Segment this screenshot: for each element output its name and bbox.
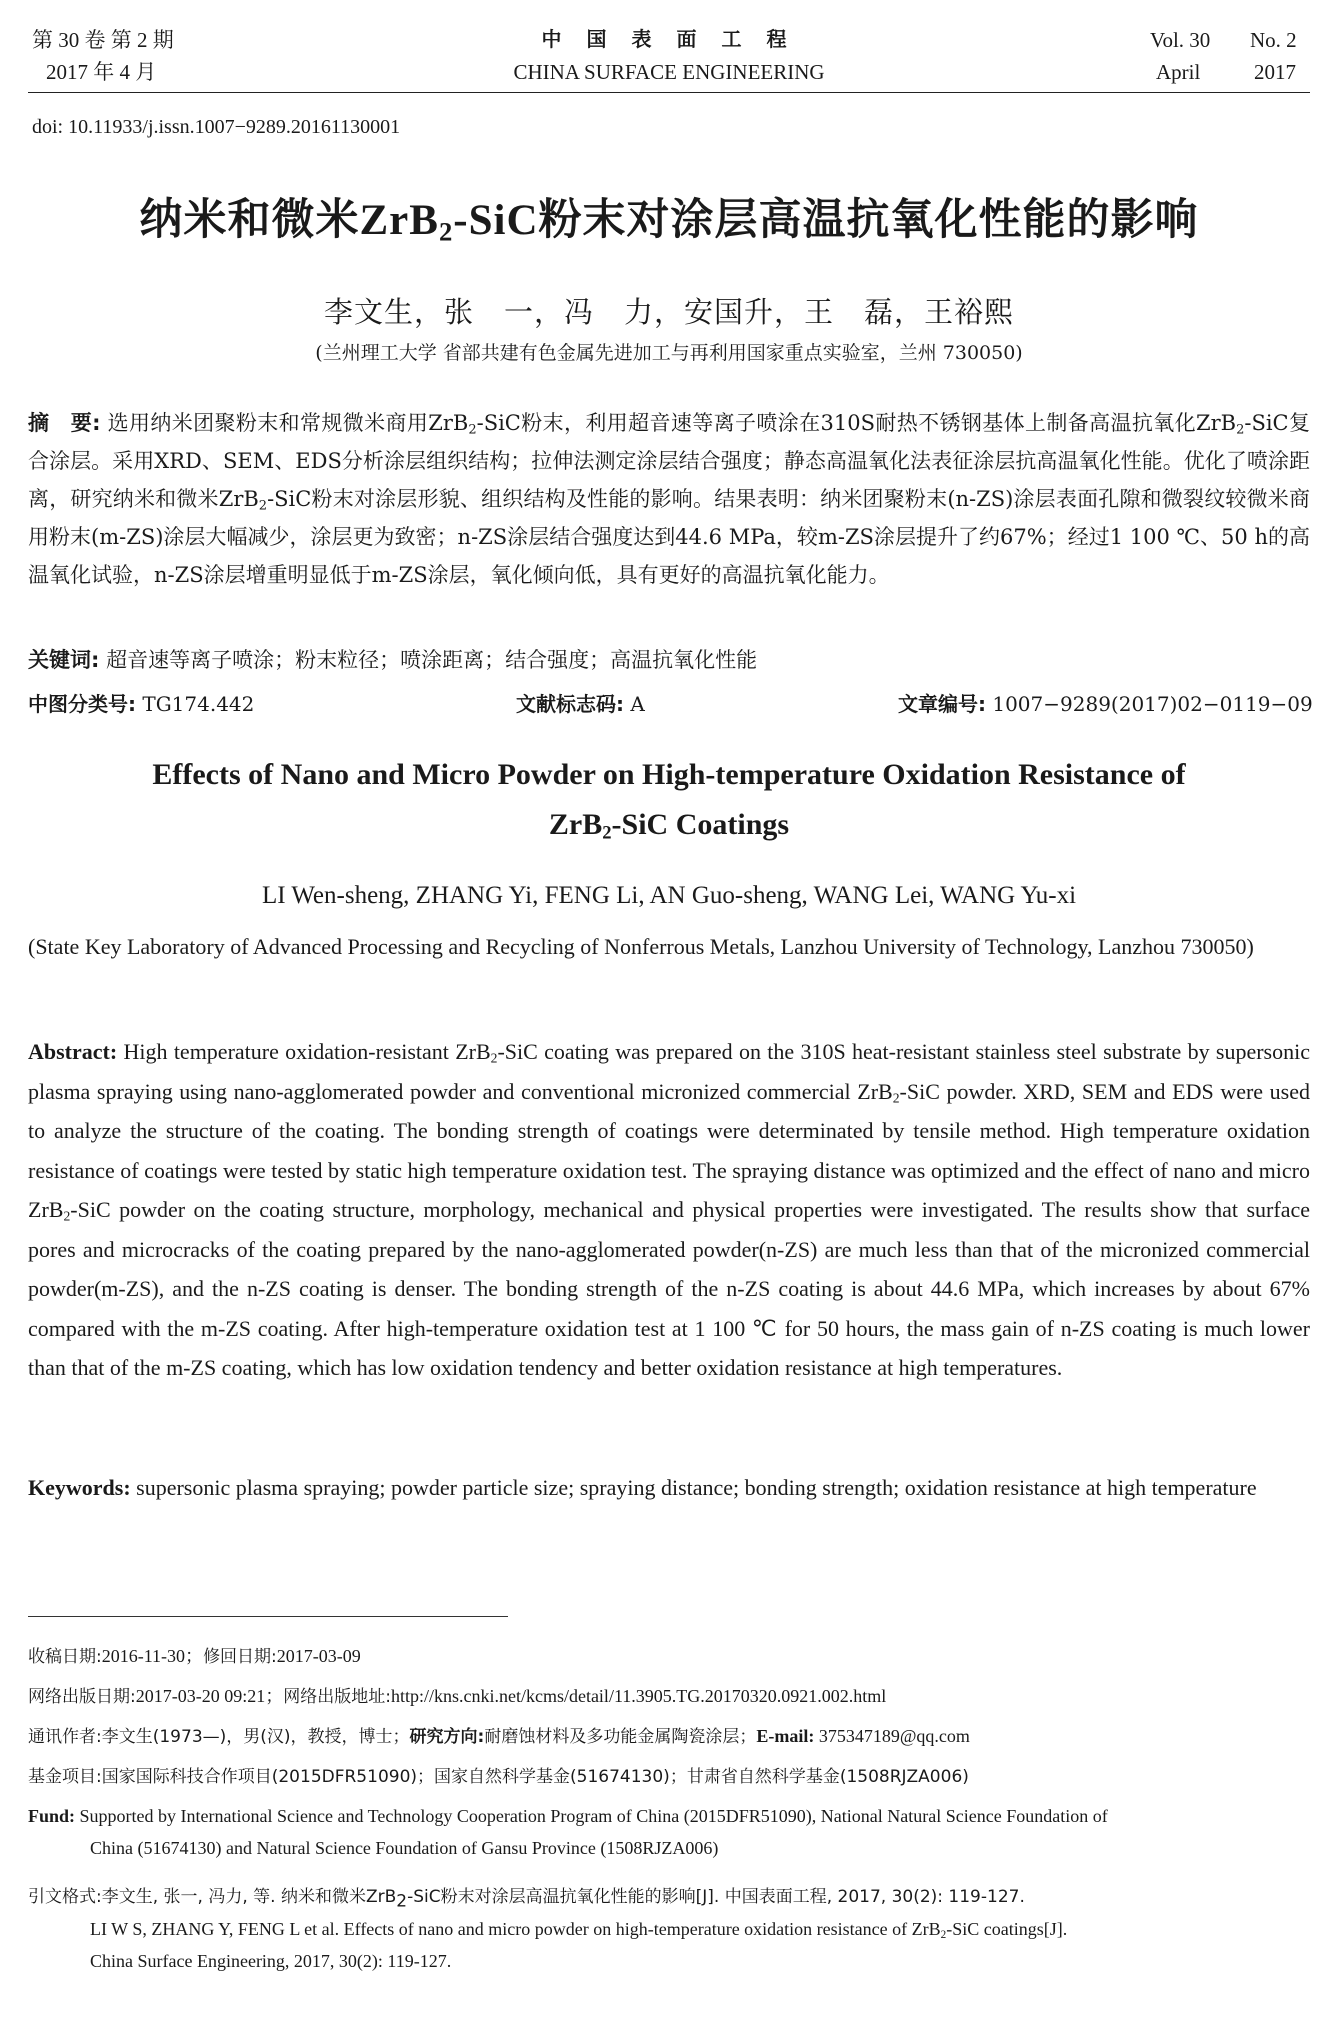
volume-en: Vol. 30	[1150, 28, 1211, 52]
fund-cn-label: 基金项目:	[28, 1767, 102, 1787]
article-number-block	[898, 688, 1313, 717]
title-cn	[28, 186, 1310, 247]
abstract-en-text-4: -SiC powder on the coating structure, morphology, mechanical and physical properties were investigated. The results show that surface pores and microcracks of the coating prepared by the nano-agglomerated powder(n-ZS) are much less than that of the micronized commercial powder(m-ZS), and the n-ZS coating is denser. The bonding strength of the n-ZS coating is about 44.6 MPa, which increases by about 67% compared with the m-ZS coating. After high-temperature oxidation test at 1 100 ℃ for 50 hours, the mass gain of n-ZS coating is much lower than that of the m-ZS coating, which has low oxidation tendency and better oxidation resistance at high temperatures.	[28, 1197, 1310, 1380]
running-header	[28, 24, 1310, 90]
fund-en-label: Fund:	[28, 1806, 76, 1826]
cite-cn-sub: 2	[396, 1891, 408, 1912]
year-en: 2017	[1254, 60, 1296, 84]
fund-en-text-1: Supported by International Science and Technology Cooperation Program of China (2015DFR51090), National Natural Science Foundation of	[79, 1806, 1108, 1826]
authors-cn: 李文生，张 一，冯 力，安国升，王 磊，王裕熙	[323, 295, 1014, 329]
cite-en-a: LI W S, ZHANG Y, FENG L et al. Effects of nano and micro powder on high-temperature oxidation resistance of ZrB	[90, 1919, 941, 1939]
abstract-cn-sub-2: 2	[1236, 422, 1245, 438]
research-label: 研究方向:	[409, 1727, 485, 1747]
clc-block	[28, 688, 254, 717]
article-number-value: 1007−9289(2017)02−0119−09	[992, 692, 1313, 716]
url-label: 网络出版地址:	[283, 1687, 391, 1707]
fund-en-text-2: China (51674130) and Natural Science Foundation of Gansu Province (1508RJZA006)	[90, 1838, 719, 1858]
header-rule	[28, 92, 1310, 93]
cite-cn-a: 李文生, 张一, 冯力, 等. 纳米和微米ZrB	[101, 1887, 397, 1907]
revised-date: 2017-03-09	[276, 1646, 361, 1666]
keywords-en-text: supersonic plasma spraying; powder particle size; spraying distance; bonding strength; oxidation resistance at high temperature	[130, 1475, 1257, 1500]
volume-cn: 第 30 卷 第 2 期	[32, 28, 174, 52]
received-label: 收稿日期:	[28, 1647, 102, 1667]
month-en: April	[1156, 60, 1201, 84]
footnote-citation	[28, 1880, 1310, 1977]
keywords-cn-text: 超音速等离子喷涂；粉末粒径；喷涂距离；结合强度；高温抗氧化性能	[106, 648, 758, 672]
received-date: 2016-11-30；	[101, 1646, 204, 1666]
title-cn-pre: 纳米和微米	[139, 195, 360, 245]
abstract-cn-sub-3: 2	[258, 498, 268, 514]
doc-code-block	[516, 688, 645, 717]
cite-en-b: -SiC coatings[J].	[946, 1919, 1068, 1939]
date-cn: 2017 年 4 月	[46, 60, 157, 84]
doi-line	[32, 116, 400, 139]
affiliation-en: (State Key Laboratory of Advanced Processing and Recycling of Nonferrous Metals, Lanzhou University of Technology, Lanzhou 730050)	[28, 934, 1254, 959]
doc-code-label: 文献标志码:	[516, 692, 624, 716]
online-url[interactable]: http://kns.cnki.net/kcms/detail/11.3905.TG.20170320.0921.002.html	[390, 1686, 887, 1706]
abstract-cn-text-3: -SiC复合涂层。采用XRD、SEM、EDS分析涂层组织结构；拉伸法测定涂层结合强度；静态高温氧化法表征涂层抗高温氧化性能。优化了喷涂距离，研究纳米和微米ZrB	[28, 411, 1310, 511]
footnote-received	[28, 1640, 1310, 1673]
cite-en-c: China Surface Engineering, 2017, 30(2): 119-127.	[90, 1951, 452, 1971]
abstract-en-text-3: -SiC powder. XRD, SEM and EDS were used to analyze the structure of the coating. The bonding strength of coatings were determinated by tensile method. High temperature oxidation resistance of coatings were tested by static high temperature oxidation test. The spraying distance was optimized and the effect of nano and micro ZrB	[28, 1078, 1311, 1222]
abstract-en-sub-3: 2	[63, 1208, 71, 1224]
corr-author: 李文生(1973—)，男(汉)，教授，博士；	[101, 1727, 410, 1747]
title-cn-post: 粉末对涂层高温抗氧化性能的影响	[538, 195, 1199, 245]
title-cn-formula-b: -SiC	[453, 197, 539, 244]
title-en-line-2	[28, 800, 1310, 850]
research-area: 耐磨蚀材料及多功能金属陶瓷涂层；	[484, 1727, 757, 1747]
abstract-en-sub-1: 2	[490, 1050, 498, 1066]
cite-cn-b: -SiC粉末对涂层高温抗氧化性能的影响[J]. 中国表面工程, 2017, 30(2): 119-127.	[407, 1887, 1025, 1907]
abstract-cn	[28, 404, 1310, 594]
title-cn-sub: 2	[438, 216, 454, 247]
corr-label: 通讯作者:	[28, 1727, 102, 1747]
abstract-en-sub-2: 2	[892, 1089, 900, 1105]
header-right-1	[1150, 24, 1220, 88]
clc-value: TG174.442	[142, 692, 255, 716]
abstract-cn-sub-1: 2	[468, 422, 477, 438]
keywords-cn	[28, 644, 757, 674]
abstract-cn-label: 摘 要:	[28, 411, 101, 435]
keywords-en	[28, 1468, 1310, 1508]
doi-link[interactable]: 10.11933/j.issn.1007−9289.20161130001	[68, 116, 401, 138]
doc-code-value: A	[630, 692, 645, 716]
cite-en-sub: 2	[940, 1928, 947, 1941]
affiliation-cn: (兰州理工大学 省部共建有色金属先进加工与再利用国家重点实验室，兰州 730050)	[315, 342, 1023, 364]
abstract-en	[28, 1032, 1310, 1388]
abstract-en-text-2: -SiC coating was prepared on the 310S heat-resistant stainless steel substrate by supersonic plasma spraying using nano-agglomerated powder and conventional micronized commercial ZrB	[28, 1039, 1310, 1104]
abstract-cn-text-4: -SiC粉末对涂层形貌、组织结构及性能的影响。结果表明：纳米团聚粉末(n-ZS)涂层表面孔隙和微裂纹较微米商用粉末(m-ZS)涂层大幅减少，涂层更为致密；n-ZS涂层结合强度达到44.6 MPa，较m-ZS涂层提升了约67%；经过1 100 ℃、50 h的高温氧化试验，n-ZS涂层增重明显低于m-ZS涂层，氧化倾向低，具有更好的高温抗氧化能力。	[28, 487, 1310, 587]
title-en-formula: ZrB	[548, 808, 603, 841]
abstract-cn-text-2: -SiC粉末，利用超音速等离子喷涂在310S耐热不锈钢基体上制备高温抗氧化ZrB	[476, 411, 1237, 435]
authors-en: LI Wen-sheng, ZHANG Yi, FENG Li, AN Guo-sheng, WANG Lei, WANG Yu-xi	[261, 882, 1077, 909]
keywords-cn-label: 关键词:	[28, 648, 100, 672]
journal-name-en: CHINA SURFACE ENGINEERING	[513, 60, 825, 84]
clc-label: 中图分类号:	[28, 692, 136, 716]
journal-name-cn: 中 国 表 面 工 程	[541, 29, 797, 51]
abstract-en-text-1: High temperature oxidation-resistant ZrB	[117, 1039, 491, 1064]
title-cn-formula: ZrB	[359, 197, 439, 244]
issue-en: No. 2	[1250, 28, 1297, 52]
online-label: 网络出版日期:	[28, 1687, 136, 1707]
title-en-sub: 2	[602, 822, 612, 844]
title-en-rest: -SiC Coatings	[611, 808, 790, 841]
paper-page	[28, 0, 1313, 2023]
abstract-en-label: Abstract:	[28, 1039, 118, 1064]
keywords-en-label: Keywords:	[28, 1475, 131, 1500]
footnote-fund-en	[28, 1800, 1310, 1864]
doi-label: doi:	[32, 116, 64, 138]
article-number-label: 文章编号:	[898, 692, 986, 716]
footnote-corresponding	[28, 1720, 1310, 1753]
footnote-online	[28, 1680, 1310, 1713]
title-en	[28, 750, 1310, 850]
footnote-fund-cn	[28, 1760, 1310, 1793]
email-label: E-mail:	[756, 1726, 815, 1746]
cite-label: 引文格式:	[28, 1887, 102, 1907]
title-en-line-1: Effects of Nano and Micro Powder on High-temperature Oxidation Resistance of	[152, 758, 1186, 791]
fund-cn-text: 国家国际科技合作项目(2015DFR51090)；国家自然科学基金(51674130)；甘肃省自然科学基金(1508RJZA006)	[101, 1767, 969, 1787]
header-right-2	[1250, 24, 1310, 88]
header-center	[28, 24, 1310, 88]
online-date: 2017-03-20 09:21；	[135, 1686, 284, 1706]
abstract-cn-text-1: 选用纳米团聚粉末和常规微米商用ZrB	[107, 411, 469, 435]
revised-label: 修回日期:	[203, 1647, 277, 1667]
footnote-rule	[28, 1616, 508, 1617]
email-value[interactable]: 375347189@qq.com	[818, 1726, 970, 1746]
